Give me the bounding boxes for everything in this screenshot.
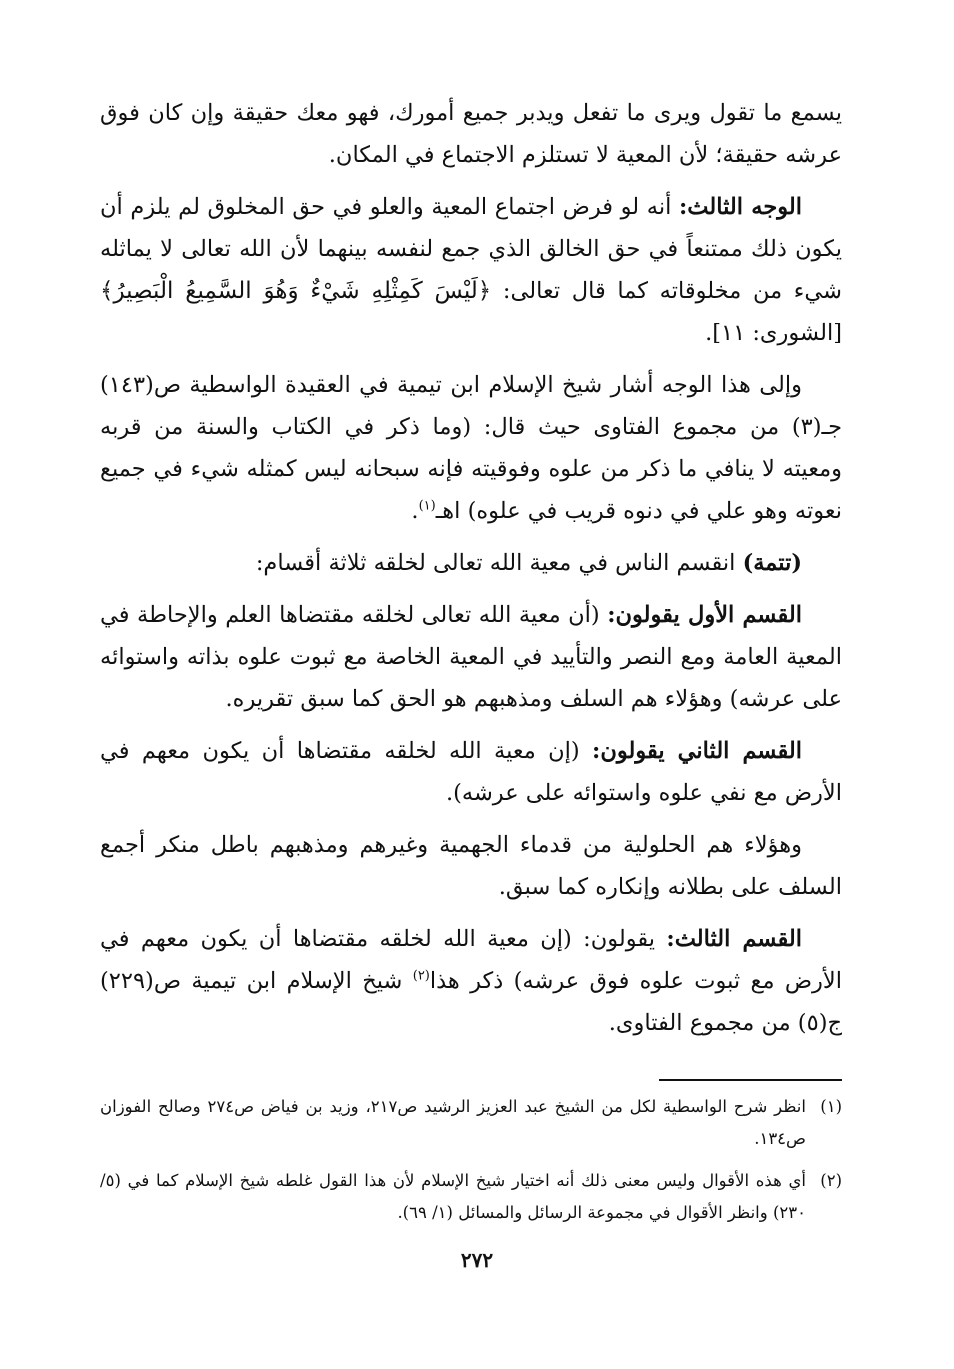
paragraph-2 — [100, 186, 842, 354]
paragraph-4 — [100, 542, 842, 584]
verse-citation: [الشورى: ١١]. — [705, 320, 842, 346]
main-text — [100, 92, 842, 1044]
paragraph-8-heading: القسم الثالث: — [666, 926, 802, 952]
paragraph-4-heading: (تتمة) — [742, 550, 802, 576]
paragraph-1-text: يسمع ما تقول ويرى ما تفعل ويدبر جميع أمورك، فهو معك حقيقة وإن كان فوق عرشه حقيقة؛ لأن المعية لا تستلزم الاجتماع في المكان. — [100, 100, 842, 168]
footnote-separator — [659, 1079, 842, 1081]
footnote-1 — [100, 1091, 842, 1155]
footnote-2 — [100, 1165, 842, 1229]
footnotes — [100, 1091, 842, 1239]
paragraph-7 — [100, 824, 842, 908]
paragraph-5 — [100, 594, 842, 720]
paragraph-6 — [100, 730, 842, 814]
footnote-1-text: انظر شرح الواسطية لكل من الشيخ عبد العزيز الرشيد ص٢١٧، وزيد بن فياض ص٢٧٤ وصالح الفوزان ص١٣٤. — [100, 1097, 806, 1148]
paragraph-5-text: (أن معية الله تعالى لخلقه مقتضاها العلم والإحاطة في المعية العامة ومع النصر والتأييد في المعية الخاصة مع ثبوت علوه بذاته واستوائه على عرشه) وهؤلاء هم السلف ومذهبهم هو الحق كما سبق تقريره. — [100, 602, 842, 712]
footnote-2-number: (٢) — [820, 1171, 842, 1190]
paragraph-8 — [100, 918, 842, 1044]
paragraph-5-heading: القسم الأول يقولون: — [607, 602, 802, 628]
paragraph-4-text: انقسم الناس في معية الله تعالى لخلقه ثلاثة أقسام: — [255, 550, 743, 576]
paragraph-8-text-b: شيخ الإسلام ابن تيمية ص(٢٢٩) ج(٥) من مجموع الفتاوى. — [100, 968, 842, 1036]
footnote-2-text: أي هذه الأقوال وليس معنى ذلك أنه اختيار شيخ الإسلام لأن هذا القول غلطه شيخ الإسلام كما في (٥/ ٢٣٠) وانظر الأقوال في مجموعة الرسائل والمسائل (١/ ٦٩). — [100, 1171, 806, 1222]
footnote-ref-1[interactable]: (١) — [418, 498, 436, 514]
footnote-1-number: (١) — [820, 1097, 842, 1116]
paragraph-6-heading: القسم الثاني يقولون: — [592, 738, 802, 764]
quran-verse: ﴿لَيْسَ كَمِثْلِهِ شَيْءٌ وَهُوَ السَّمِيعُ الْبَصِيرُ﴾ — [100, 278, 492, 304]
footnote-ref-2[interactable]: (٢) — [412, 968, 430, 984]
paragraph-7-text: وهؤلاء هم الحلولية من قدماء الجهمية وغيرهم ومذهبهم باطل منكر أجمع السلف على بطلانه وإنكاره كما سبق. — [100, 832, 842, 900]
paragraph-6-text: (إن معية الله لخلقه مقتضاها أن يكون معهم في الأرض مع نفي علوه واستوائه على عرشه). — [100, 738, 842, 806]
paragraph-2-text: أنه لو فرض اجتماع المعية والعلو في حق المخلوق لم يلزم أن يكون ذلك ممتنعاً في حق الخالق الذي جمع لنفسه بينهما لأن الله تعالى لا يماثله شيء من مخلوقاته كما قال تعالى: — [100, 194, 842, 304]
paragraph-2-heading: الوجه الثالث: — [678, 194, 802, 220]
page-number: ٢٧٢ — [460, 1248, 494, 1272]
paragraph-8-text-a: يقولون: (إن معية الله لخلقه مقتضاها أن يكون معهم في الأرض مع ثبوت علوه فوق عرشه) ذكر هذا — [100, 926, 842, 994]
paragraph-3 — [100, 364, 842, 532]
paragraph-1 — [100, 92, 842, 176]
paragraph-3-end: . — [411, 498, 419, 524]
paragraph-3-text: وإلى هذا الوجه أشار شيخ الإسلام ابن تيمية في العقيدة الواسطية ص(١٤٣) جـ(٣) من مجموع الفتاوى حيث قال: (وما ذكر في الكتاب والسنة من قربه ومعيته لا ينافي ما ذكر من علوه وفوقيته فإنه سبحانه ليس كمثله شيء في جميع نعوته وهو علي في دنوه قريب في علوه) اهـ — [100, 372, 842, 524]
